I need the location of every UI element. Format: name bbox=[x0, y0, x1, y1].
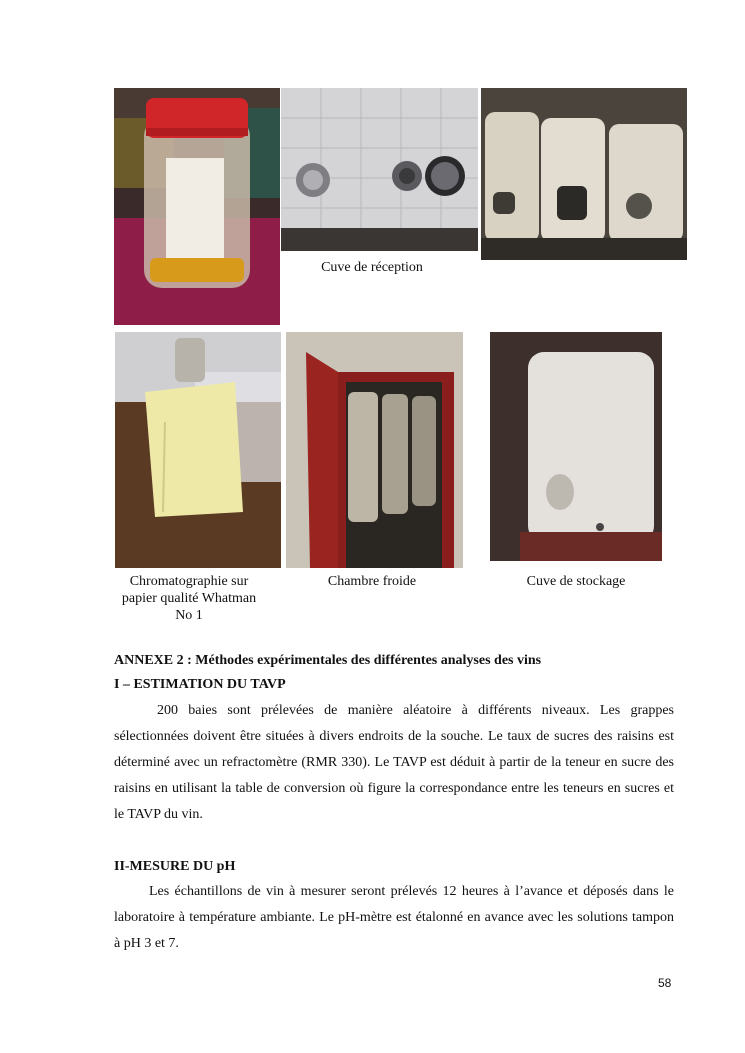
caption-chromatographie-line-2: papier qualité Whatman bbox=[121, 591, 257, 606]
section-1-heading: I – ESTIMATION DU TAVP bbox=[114, 677, 286, 692]
caption-chambre-froide: Chambre froide bbox=[327, 574, 417, 589]
caption-chromatographie-line-3: No 1 bbox=[175, 608, 203, 623]
caption-cuve-reception: Cuve de réception bbox=[321, 260, 423, 275]
caption-chromatographie bbox=[106, 573, 272, 624]
section-2-heading: II-MESURE DU pH bbox=[114, 859, 236, 874]
section-2-paragraph: Les échantillons de vin à mesurer seront prélevés 12 heures à l’avance et déposés dans le laboratoire à température ambiante. Le pH-mètre est étalonné en avance avec les solutions tampon à pH 3 et 7. bbox=[114, 884, 674, 951]
caption-chromatographie-line-1: Chromatographie sur bbox=[129, 574, 249, 589]
photo-cold-room bbox=[286, 332, 463, 568]
photo-tanks-row bbox=[481, 88, 687, 260]
photo-storage-tank bbox=[490, 332, 662, 561]
caption-cuve-stockage: Cuve de stockage bbox=[526, 574, 626, 589]
photo-reception-tank bbox=[281, 88, 478, 251]
photo-chromatography-paper bbox=[115, 332, 281, 568]
annexe-title: ANNEXE 2 : Méthodes expérimentales des différentes analyses des vins bbox=[114, 653, 542, 668]
section-1-paragraph: 200 baies sont prélevées de manière aléatoire à différents niveaux. Les grappes sélectionnées doivent être situées à divers endroits de la souche. Le taux de sucres des raisins est déterminé avec un refractomètre (RMR 330). Le TAVP est déduit à partir de la teneur en sucre des raisins en utilisant la table de conversion où figure la correspondance entre les teneurs en sucres et le TAVP du vin. bbox=[114, 703, 674, 822]
page-number: 58 bbox=[658, 976, 672, 990]
photo-jar-chromatography bbox=[114, 88, 280, 325]
